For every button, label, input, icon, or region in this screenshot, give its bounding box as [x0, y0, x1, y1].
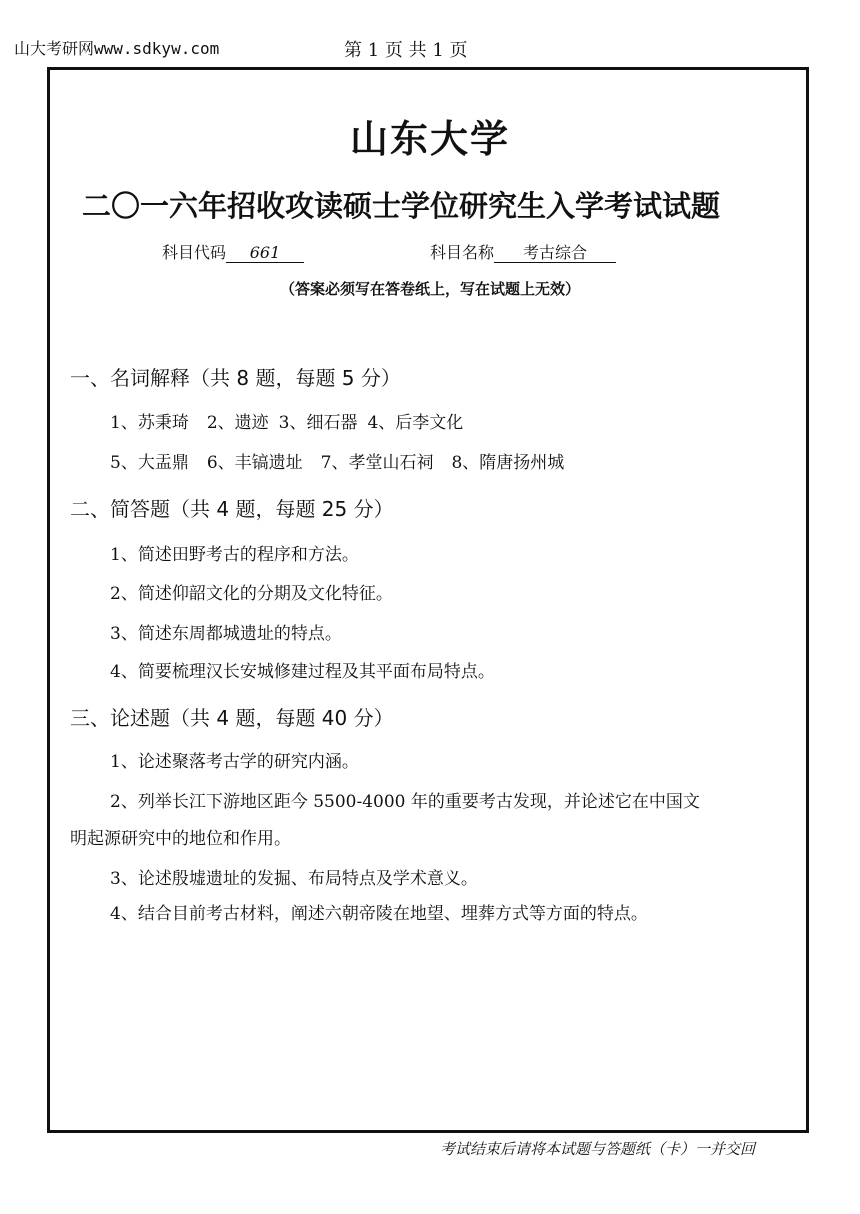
question-line-continued: 明起源研究中的地位和作用。: [70, 829, 291, 849]
question-line: 1、论述聚落考古学的研究内涵。: [110, 752, 359, 772]
question-line: 3、简述东周都城遗址的特点。: [110, 624, 342, 644]
term-item: 5、大盂鼎: [110, 453, 189, 473]
section-heading-2: 二、简答题（共 4 题，每题 25 分）: [70, 497, 394, 521]
term-row-1: [110, 408, 463, 433]
subject-code-value: 661: [226, 243, 304, 263]
subject-code-row: [162, 240, 304, 263]
term-item: 6、丰镐遗址: [206, 453, 303, 473]
section-heading-3: 三、论述题（共 4 题，每题 40 分）: [70, 706, 394, 730]
subject-name-label: 科目名称: [430, 243, 495, 262]
question-line: 4、简要梳理汉长安城修建过程及其平面布局特点。: [110, 662, 495, 682]
question-line: 2、简述仰韶文化的分期及文化特征。: [110, 584, 393, 604]
term-item: 4、后李文化: [367, 413, 464, 433]
section-heading-1: 一、名词解释（共 8 题，每题 5 分）: [70, 366, 401, 390]
question-line: 1、简述田野考古的程序和方法。: [110, 545, 359, 565]
subject-code-label: 科目代码: [162, 243, 227, 262]
page-indicator: 第 1 页 共 1 页: [344, 40, 468, 61]
term-row-2: [110, 448, 564, 473]
university-name: 山东大学: [349, 117, 510, 161]
term-item: 2、遗迹: [206, 413, 269, 433]
answer-notice: （答案必须写在答卷纸上，写在试题上无效）: [279, 280, 580, 298]
term-item: 1、苏秉琦: [110, 413, 189, 433]
site-watermark: 山大考研网www.sdkyw.com: [14, 39, 220, 58]
term-item: 7、孝堂山石祠: [320, 453, 434, 473]
question-line: 3、论述殷墟遗址的发掘、布局特点及学术意义。: [110, 869, 478, 889]
question-line: 4、结合目前考古材料，阐述六朝帝陵在地望、埋葬方式等方面的特点。: [110, 904, 648, 924]
subject-name-row: [430, 240, 616, 263]
term-item: 3、细石器: [278, 413, 358, 433]
subject-name-value: 考古综合: [494, 243, 616, 263]
term-item: 8、隋唐扬州城: [451, 453, 565, 473]
exam-title: 二〇一六年招收攻读硕士学位研究生入学考试试题: [82, 189, 721, 223]
question-line: 2、列举长江下游地区距今 5500-4000 年的重要考古发现，并论述它在中国文: [110, 792, 700, 812]
footer-note: 考试结束后请将本试题与答题纸（卡）一并交回: [440, 1140, 756, 1158]
